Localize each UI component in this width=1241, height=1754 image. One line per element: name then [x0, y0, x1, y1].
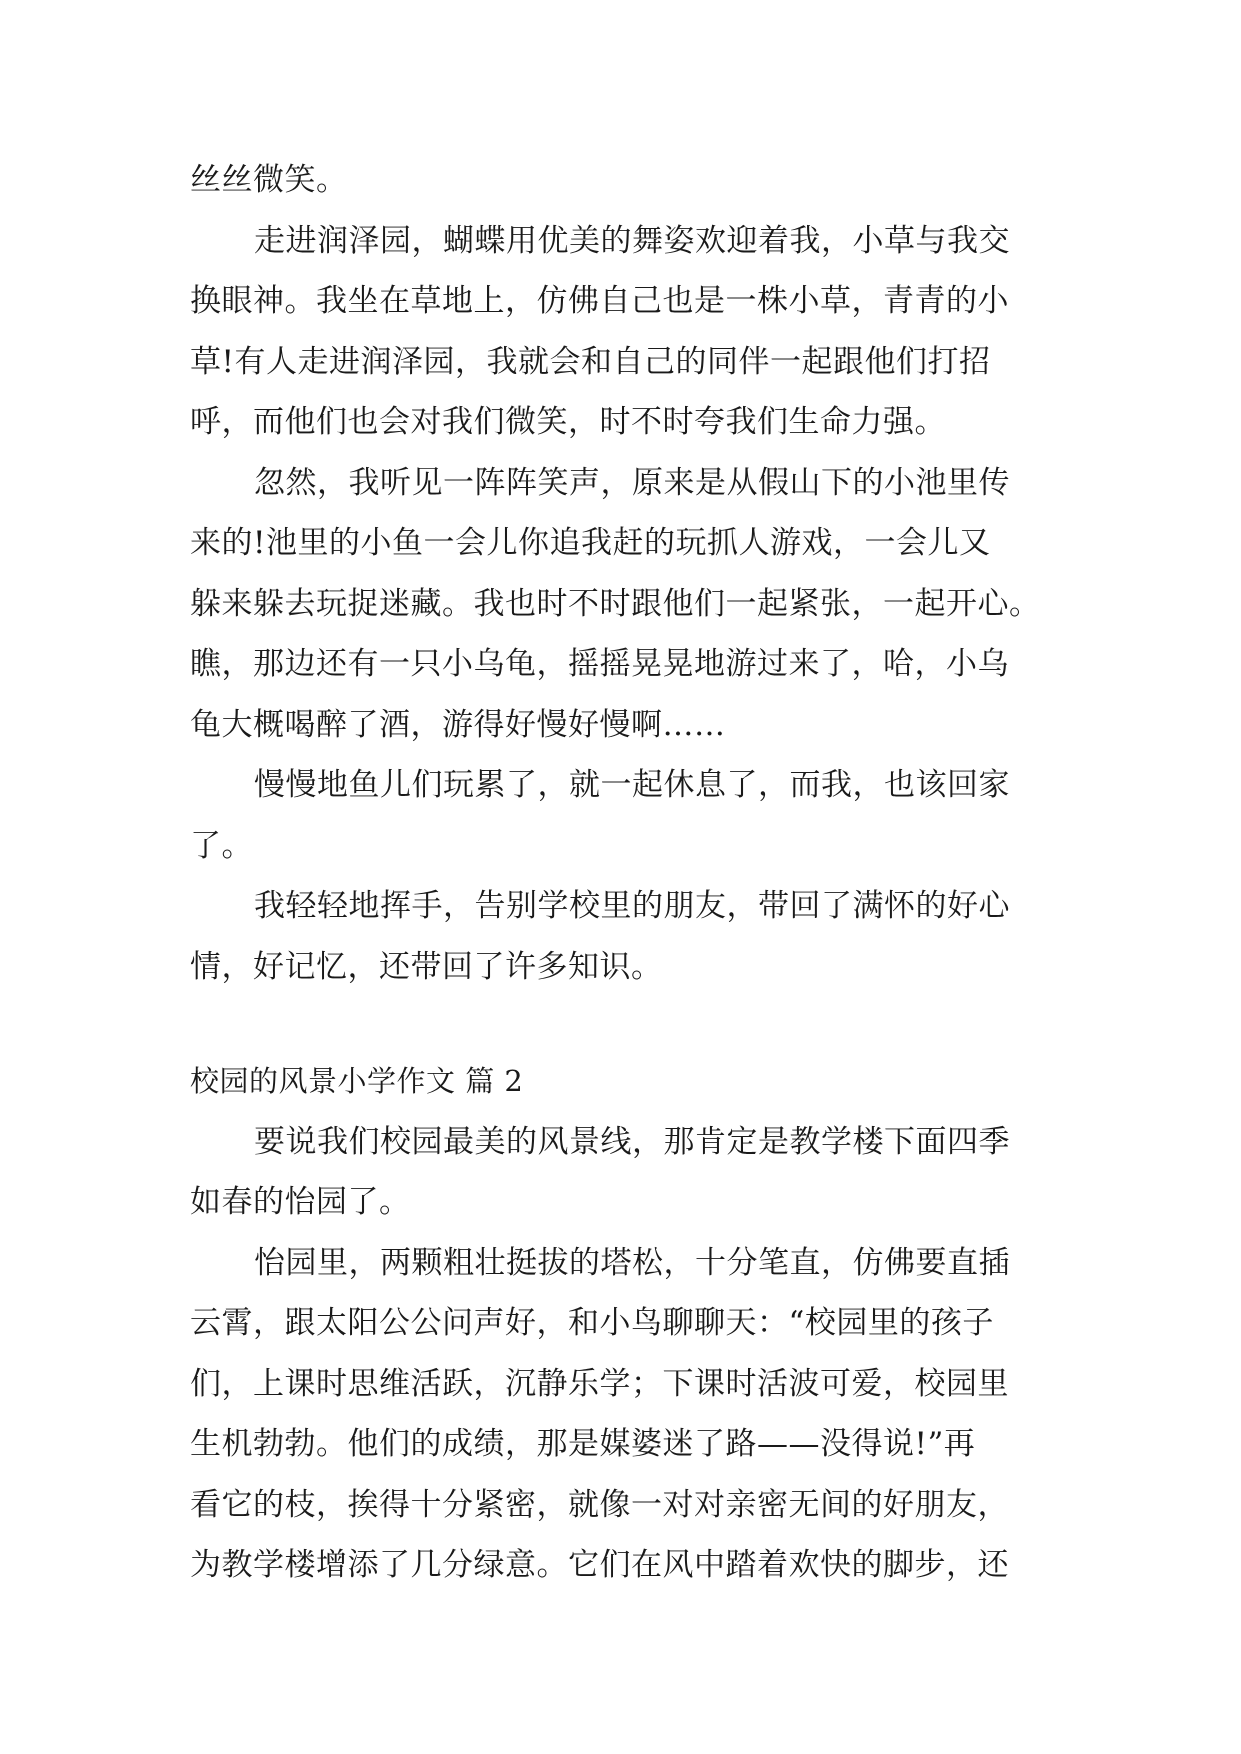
text-line: 草!有人走进润泽园，我就会和自己的同伴一起跟他们打招: [190, 343, 991, 380]
text-line: 要说我们校园最美的风景线，那肯定是教学楼下面四季: [254, 1123, 1010, 1160]
text-line: 换眼神。我坐在草地上，仿佛自己也是一株小草，青青的小: [190, 283, 1009, 319]
text-line: 忽然，我听见一阵阵笑声，原来是从假山下的小池里传: [254, 464, 1010, 501]
text-line: 躲来躲去玩捉迷藏。我也时不时跟他们一起紧张，一起开心。: [190, 585, 1041, 622]
text-line: 我轻轻地挥手，告别学校里的朋友，带回了满怀的好心: [254, 888, 1010, 924]
section-gap: [190, 997, 1052, 1051]
text-line: 呼，而他们也会对我们微笑，时不时夸我们生命力强。: [190, 404, 946, 440]
essay-part-1: [190, 150, 1052, 997]
text-line: 情，好记忆，还带回了许多知识。: [190, 948, 663, 985]
text-line: 生机勃勃。他们的成绩，那是媒婆迷了路——没得说!”再: [190, 1426, 976, 1462]
text-line: 走进润泽园，蝴蝶用优美的舞姿欢迎着我，小草与我交: [254, 222, 1010, 259]
section-heading: 校园的风景小学作文 篇 2: [190, 1064, 524, 1098]
document-page: [190, 150, 1052, 1596]
essay-part-2: [190, 1112, 1052, 1596]
text-line: 龟大概喝醉了酒，游得好慢好慢啊……: [190, 706, 726, 743]
text-line: 如春的怡园了。: [190, 1184, 411, 1220]
text-line: 们，上课时思维活跃，沉静乐学；下课时活波可爱，校园里: [190, 1365, 1009, 1402]
text-line: 丝丝微笑。: [190, 162, 348, 198]
text-line: 慢慢地鱼儿们玩累了，就一起休息了，而我，也该回家: [254, 767, 1010, 803]
text-line: 看它的枝，挨得十分紧密，就像一对对亲密无间的好朋友，: [190, 1486, 1009, 1523]
text-line: 云霄，跟太阳公公问声好，和小鸟聊聊天：“校园里的孩子: [190, 1305, 994, 1341]
text-line: 来的!池里的小鱼一会儿你追我赶的玩抓人游戏，一会儿又: [190, 525, 991, 561]
text-line: 为教学楼增添了几分绿意。它们在风中踏着欢快的脚步，还: [190, 1547, 1009, 1583]
text-line: 了。: [190, 827, 253, 864]
text-line: 瞧，那边还有一只小乌龟，摇摇晃晃地游过来了，哈，小乌: [190, 646, 1009, 682]
text-line: 怡园里，两颗粗壮挺拔的塔松，十分笔直，仿佛要直插: [254, 1244, 1010, 1281]
